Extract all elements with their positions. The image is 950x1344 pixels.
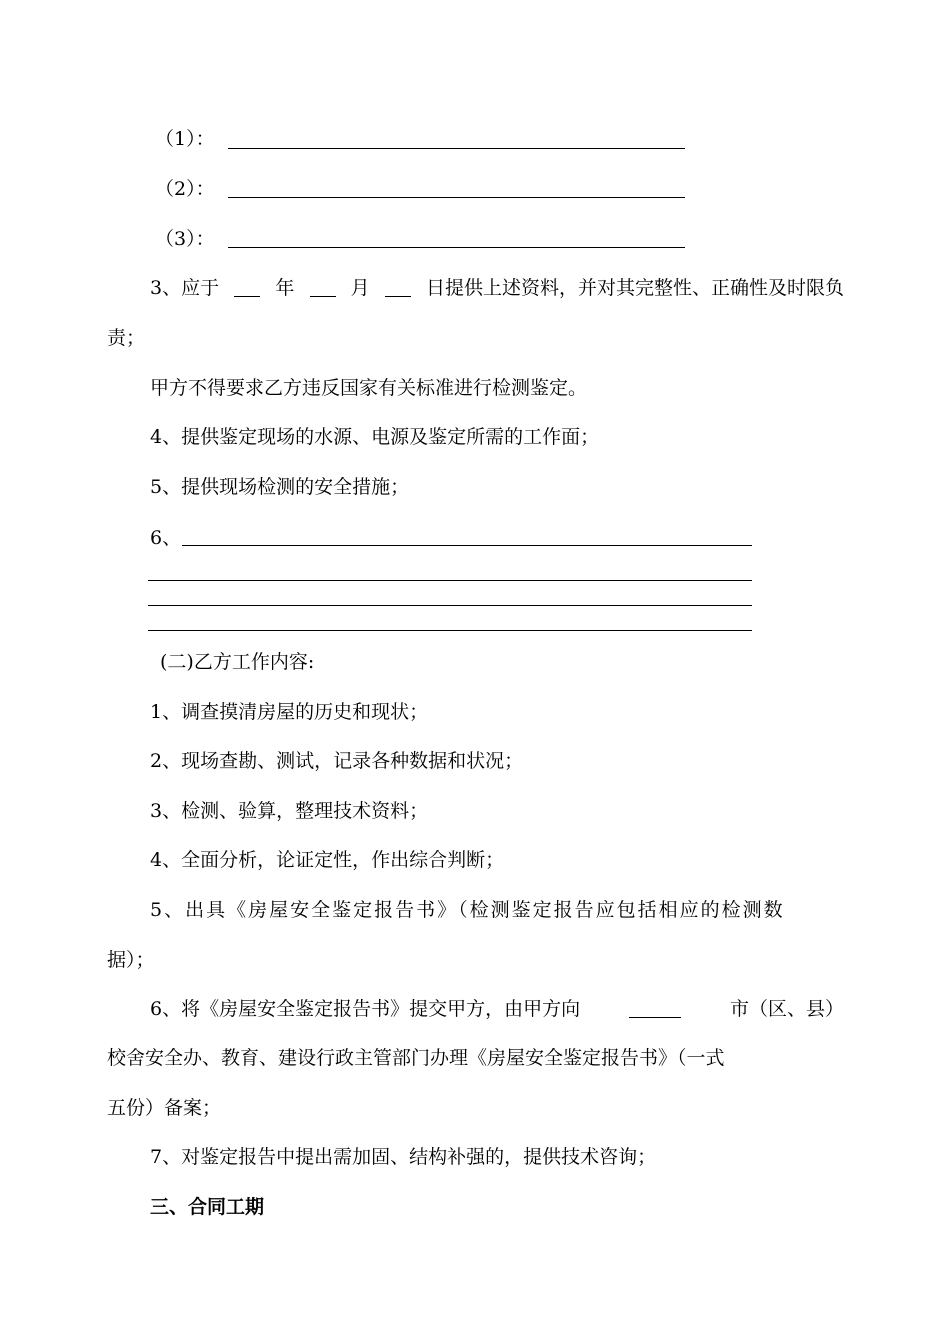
party-b-item-7: 7、对鉴定报告中提出需加固、结构补强的，提供技术咨询； bbox=[150, 1146, 657, 1168]
party-b-item-1: 1、调查摸清房屋的历史和现状； bbox=[150, 701, 429, 723]
party-a-item-3-cont: 责； bbox=[107, 327, 146, 349]
party-b-item-2: 2、现场查勘、测试，记录各种数据和状况； bbox=[150, 750, 524, 772]
party-b-heading: (二)乙方工作内容: bbox=[160, 651, 315, 673]
item-6-blank-4 bbox=[148, 630, 752, 631]
party-a-note: 甲方不得要求乙方违反国家有关标准进行检测鉴定。 bbox=[150, 377, 588, 399]
city-blank bbox=[629, 997, 681, 1018]
item-2-blank bbox=[228, 197, 685, 198]
party-b-item-5-text: 5、出具《房屋安全鉴定报告书》（检测鉴定报告应包括相应的检测数 bbox=[150, 899, 785, 921]
section-3-title: 三、合同工期 bbox=[150, 1196, 265, 1218]
party-a-item-3-rest: 日提供上述资料，并对其完整性、正确性及时限负 bbox=[425, 277, 844, 299]
item-1-blank bbox=[228, 148, 685, 149]
party-b-item-6-line2: 校舍安全办、教育、建设行政主管部门办理《房屋安全鉴定报告书》（一式 bbox=[107, 1047, 725, 1069]
party-a-item-5: 5、提供现场检测的安全措施； bbox=[150, 476, 410, 498]
party-a-item-6: 6、 bbox=[150, 527, 182, 549]
item-3-blank bbox=[228, 247, 685, 248]
day-blank bbox=[385, 276, 411, 297]
item-6-blank-2 bbox=[148, 580, 752, 581]
month-blank bbox=[310, 276, 336, 297]
party-b-item-6-lead: 6、将《房屋安全鉴定报告书》提交甲方，由甲方向 bbox=[150, 998, 581, 1020]
party-b-item-3: 3、检测、验算，整理技术资料； bbox=[150, 800, 429, 822]
party-b-item-6-line3: 五份）备案； bbox=[107, 1097, 222, 1119]
item-3-label: （3）： bbox=[155, 228, 215, 250]
item-6-blank-3 bbox=[148, 605, 752, 606]
party-a-item-3-lead: 3、应于 bbox=[150, 277, 220, 299]
year-blank bbox=[234, 276, 260, 297]
party-a-item-4: 4、提供鉴定现场的水源、电源及鉴定所需的工作面； bbox=[150, 426, 600, 448]
party-b-item-5 bbox=[150, 898, 844, 922]
year-label: 年 bbox=[275, 277, 295, 299]
party-b-item-6-tail: 市（区、县） bbox=[729, 998, 844, 1020]
party-b-item-5-cont: 据）； bbox=[107, 949, 155, 971]
item-6-blank-1 bbox=[182, 545, 752, 546]
item-2-label: （2）： bbox=[155, 178, 215, 200]
party-a-item-3 bbox=[150, 276, 844, 300]
month-label: 月 bbox=[350, 277, 370, 299]
party-b-item-6 bbox=[150, 997, 844, 1021]
party-b-item-4: 4、全面分析，论证定性，作出综合判断； bbox=[150, 849, 505, 871]
item-1-label: （1）： bbox=[155, 128, 215, 150]
